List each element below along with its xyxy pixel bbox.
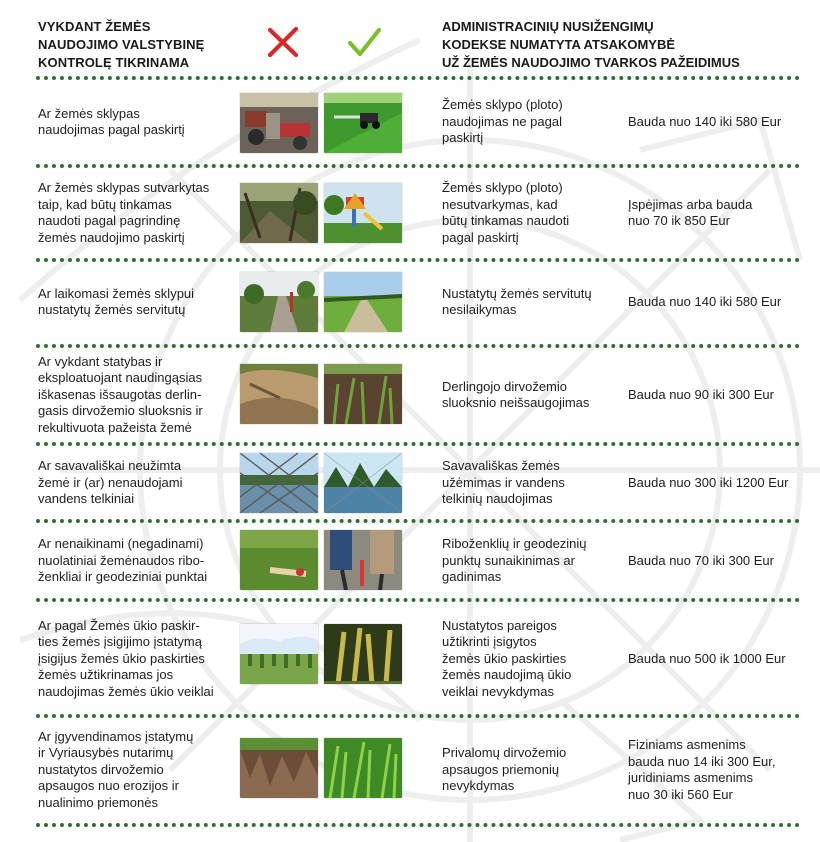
penalty-text: Įspėjimas arba bauda nuo 70 ik 850 Eur xyxy=(628,196,753,228)
table-row xyxy=(0,524,820,598)
check-question: Ar savavališkai neužimta žemė ir (ar) nenaudojami vandens telkiniai xyxy=(38,458,183,507)
check-question: Ar žemės sklypas sutvarkytas taip, kad būtų tinkamas naudoti pagal pagrindinę žemės naudojimo paskirtį xyxy=(38,180,210,245)
photo-compliant-wheat xyxy=(324,624,402,684)
row-separator xyxy=(36,164,800,168)
row-separator xyxy=(36,714,800,718)
check-question: Ar pagal Žemės ūkio paskir- ties žemės įsigijimo įstatymą įsigijus žemės ūkio paskirties žemės užtikrinamas jos naudojimas žemės ūkio veiklai xyxy=(38,617,214,699)
row-separator xyxy=(36,76,800,80)
photo-violation-excavation xyxy=(240,364,318,424)
cross-icon xyxy=(265,24,301,60)
check-question: Ar įgyvendinamos įstatymų ir Vyriausybės nutarimų nustatytos dirvožemio apsaugos nuo erozijos ir nualinimo priemonės xyxy=(38,728,194,810)
violation-description: Savavališkas žemės užėmimas ir vandens telkinių naudojimas xyxy=(442,458,565,507)
violation-description: Privalomų dirvožemio apsaugos priemonių nevykdymas xyxy=(442,745,567,794)
checkmark-icon xyxy=(346,24,382,60)
right-column-heading: ADMINISTRACINIŲ NUSIŽENGIMŲ KODEKSE NUMATYTA ATSAKOMYBĖ UŽ ŽEMĖS NAUDOJIMO TVARKOS PAŽEIDIMUS xyxy=(442,19,740,70)
photo-violation-damaged-marker xyxy=(240,530,318,590)
photo-violation-fenced-lake xyxy=(240,453,318,513)
check-question: Ar nenaikinami (negadinami) nuolatiniai žemėnaudos ribo- ženkliai ir geodeziniai punktai xyxy=(38,536,208,585)
photo-compliant-field-tractor xyxy=(324,93,402,153)
photo-compliant-green-grass xyxy=(324,738,402,798)
table-row xyxy=(0,604,820,714)
photo-violation-scrapyard xyxy=(240,93,318,153)
violation-description: Riboženklių ir geodezinių punktų sunaikinimas ar gadinimas xyxy=(442,536,587,585)
photo-violation-soil-erosion xyxy=(240,738,318,798)
left-column-heading: VYKDANT ŽEMĖS NAUDOJIMO VALSTYBINĘ KONTROLĘ TIKRINAMA xyxy=(38,19,205,70)
photo-violation-overgrown-plot xyxy=(240,183,318,243)
violation-description: Žemės sklypo (ploto) nesutvarkymas, kad būtų tinkamas naudoti pagal paskirtį xyxy=(442,180,570,245)
row-separator xyxy=(36,598,800,602)
photo-compliant-survey-marker xyxy=(324,530,402,590)
row-separator xyxy=(36,442,800,446)
penalty-text: Fiziniams asmenims bauda nuo 14 iki 300 Eur, juridiniams asmenims nuo 30 iki 560 Eur xyxy=(628,737,776,802)
check-question: Ar laikomasi žemės sklypui nustatytų žemės servitutų xyxy=(38,285,195,317)
photo-compliant-playground xyxy=(324,183,402,243)
violation-description: Nustatytų žemės servitutų nesilaikymas xyxy=(442,285,592,317)
row-separator xyxy=(36,823,800,827)
photo-violation-blocked-road xyxy=(240,272,318,332)
check-question: Ar vykdant statybas ir eksploatuojant naudingąsias iškasenas išsaugotas derlin- gasis dirvožemio sluoksnis ir rekultivuota pažeista žemė xyxy=(38,353,203,435)
table-row xyxy=(0,170,820,256)
penalty-text: Bauda nuo 300 iki 1200 Eur xyxy=(628,474,789,490)
penalty-text: Bauda nuo 90 iki 300 Eur xyxy=(628,386,774,402)
table-row xyxy=(0,448,820,518)
penalty-text: Bauda nuo 500 ik 1000 Eur xyxy=(628,650,786,666)
row-separator xyxy=(36,344,800,348)
photo-compliant-country-road xyxy=(324,272,402,332)
penalty-text: Bauda nuo 140 iki 580 Eur xyxy=(628,293,782,309)
row-separator xyxy=(36,258,800,262)
photo-compliant-fertile-soil xyxy=(324,364,402,424)
table-row xyxy=(0,82,820,162)
check-question: Ar žemės sklypas naudojimas pagal paskirtį xyxy=(38,105,185,137)
table-row xyxy=(0,720,820,820)
photo-violation-idle-farmland xyxy=(240,624,318,684)
photo-compliant-lake xyxy=(324,453,402,513)
violation-description: Derlingojo dirvožemio sluoksnio neišsaugojimas xyxy=(442,378,590,410)
violation-description: Nustatytos pareigos užtikrinti įsigytos žemės ūkio paskirties žemės naudojimą ūkio veiklai nevykdymas xyxy=(442,617,572,699)
table-row xyxy=(0,350,820,440)
penalty-text: Bauda nuo 140 iki 580 Eur xyxy=(628,113,782,129)
row-separator xyxy=(36,519,800,523)
violation-description: Žemės sklypo (ploto) naudojimas ne pagal paskirtį xyxy=(442,97,563,146)
penalty-text: Bauda nuo 70 iki 300 Eur xyxy=(628,552,774,568)
table-row xyxy=(0,264,820,340)
